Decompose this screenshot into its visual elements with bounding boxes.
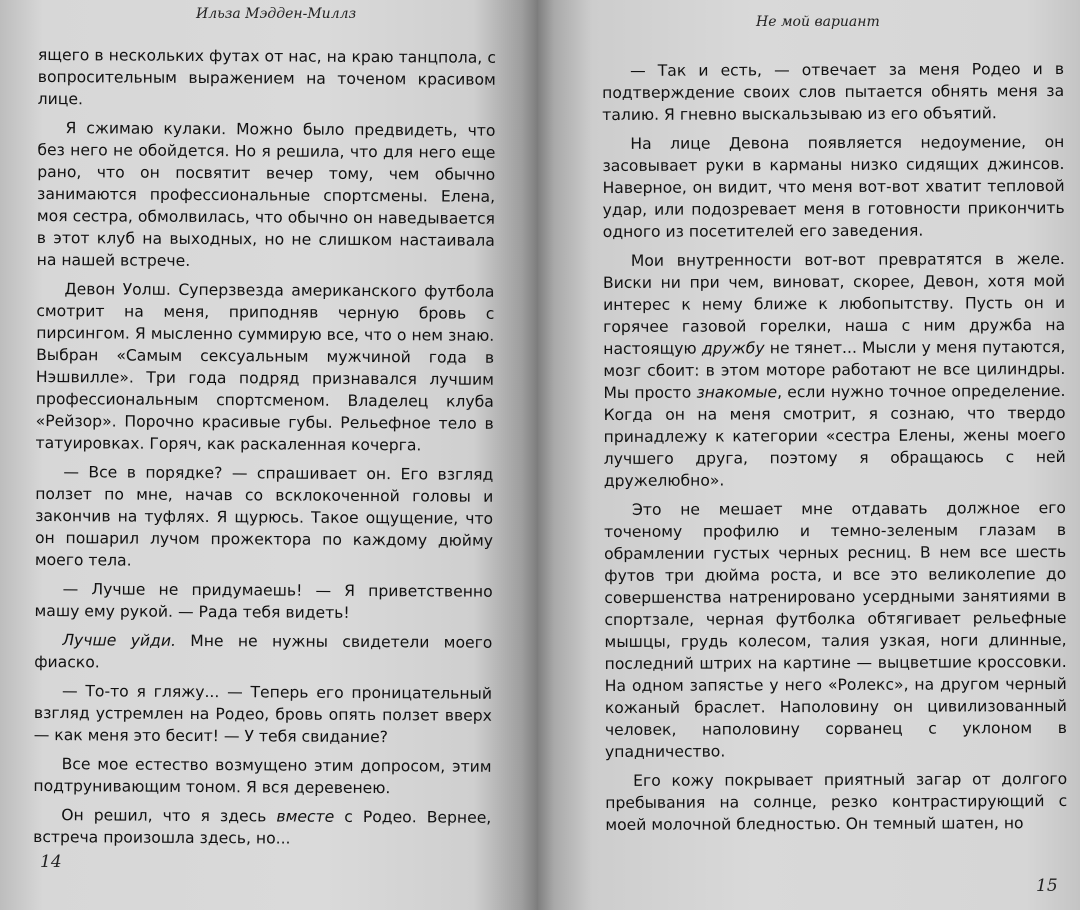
paragraph-text: с Родео. Вернее, встреча произошла здесь, но... — [33, 807, 492, 848]
paragraph: На лице Девона появляется недоумение, он засовывает руки в карманы низко сидящих джинсов. Наверное, он видит, что меня вот-вот хватит тепловой удар, или подозревает меня в готовности прикончить одного из посетителей его заведения. — [602, 132, 1065, 241]
paragraph: Это не мешает мне отдавать должное его точеному профилю и темно-зеленым глазам в обрамлении густых черных ресниц. В нем все шесть футов три дюйма роста, и все это великолепие до совершенства натренировано усердными занятиями в спортзале, черная футболка обтягивает рельефные мышцы, грудь колесом, талия узкая, ноги длинные, последний штрих на картине — выцветшие кроссовки. На одном запястье у него «Ролекс», на другом черный кожаный браслет. Наполовину он цивилизованный человек, наполовину сорванец с уклоном в упадничество. — [604, 498, 1067, 761]
paragraph — [603, 248, 1066, 492]
paragraph: Девон Уолш. Суперзвезда американского футбола смотрит на меня, приподняв черную бровь с пирсингом. Я мысленно суммирую все, что о нем знаю. Выбран «Самым сексуальным мужчиной года в Нэшвилле». Три года подряд признавался лучшим профессиональным спортсменом. Владелец клуба «Рейзор». Порочно красивые губы. Рельефное тело в татуировках. Горяч, как раскаленная кочерга. — [35, 280, 495, 455]
running-head-title: Не мой вариант — [756, 14, 880, 30]
paragraph-text: не тянет... Мысли у меня путаются, мозг сбоит: в этом моторе работают не все цилиндры. Мы просто — [603, 337, 1066, 402]
right-page-body — [602, 58, 1067, 836]
paragraph: — Все в порядке? — спрашивает он. Его взгляд ползет по мне, начав со всклокоченной головы и закончив на туфлях. Я щурюсь. Такое ощущение, что он пошарил лучом прожектора по каждому дюйму моего тела. — [34, 463, 494, 570]
paragraph: Я сжимаю кулаки. Можно было предвидеть, что без него не обойдется. Но я решила, что для него еще рано, что он посвятит вечер тому, чем обычно занимаются профессиональные спортсмены. Елена, моя сестра, обмолвилась, что обычно он наведывается в этот клуб на выходных, но не слишком настаивала на нашей встрече. — [36, 119, 496, 270]
running-head-author: Ильза Мэдден-Миллз — [196, 6, 357, 22]
paragraph-text: Он решил, что я здесь — [61, 806, 277, 826]
italic-phrase: Лучше уйди. — [62, 631, 177, 650]
italic-word: знакомые — [696, 383, 778, 402]
italic-word: вместе — [276, 807, 335, 826]
paragraph — [33, 804, 491, 851]
page-number-right: 15 — [1036, 876, 1058, 896]
italic-word: дружбу — [701, 339, 765, 358]
paragraph: ящего в нескольких футах от нас, на краю танцпола, с вопросительным выражением на точеном красивом лице. — [37, 45, 496, 109]
paragraph: Все мое естество возмущено этим допросом, этим подтрунивающим тоном. Я вся деревенею. — [33, 755, 492, 798]
left-page — [0, 0, 538, 910]
paragraph-text: Мои внутренности вот-вот превратятся в желе. Виски ни при чем, виноват, скорее, Девон, хотя мой интерес к нему ближе к любопытству. Пусть он и горячее газовой горелки, наша с ним дружба на настоящую — [602, 249, 1066, 358]
paragraph-text: Мне не нужны свидетели моего фиаско. — [34, 631, 493, 672]
right-page — [538, 0, 1080, 910]
paragraph: — Так и есть, — отвечает за меня Родео и в подтверждение своих слов пытается обнять меня за талию. Я гневно выскальзываю из его объятий. — [602, 59, 1065, 124]
page-number-left: 14 — [40, 852, 62, 872]
paragraph: — То-то я гляжу... — Теперь его проницательный взгляд устремлен на Родео, бровь опять ползет вверх — как меня это бесит! — У тебя свидание? — [33, 682, 493, 747]
paragraph-text: , если нужно точное определение. Когда он на меня смотрит, я сознаю, что твердо принадлежу к категории «сестра Елены, жены моего лучшего друга, поэтому я обращаюсь с ней дружелюбно». — [603, 381, 1066, 490]
paragraph — [34, 629, 492, 676]
paragraph: — Лучше не придумаешь! — Я приветственно машу ему рукой. — Рада тебя видеть! — [34, 580, 493, 622]
left-page-body — [33, 44, 496, 851]
paragraph: Его кожу покрывает приятный загар от долгого пребывания на солнце, резко контрастирующий с моей молочной бледностью. Он темный шатен, но — [605, 769, 1068, 834]
